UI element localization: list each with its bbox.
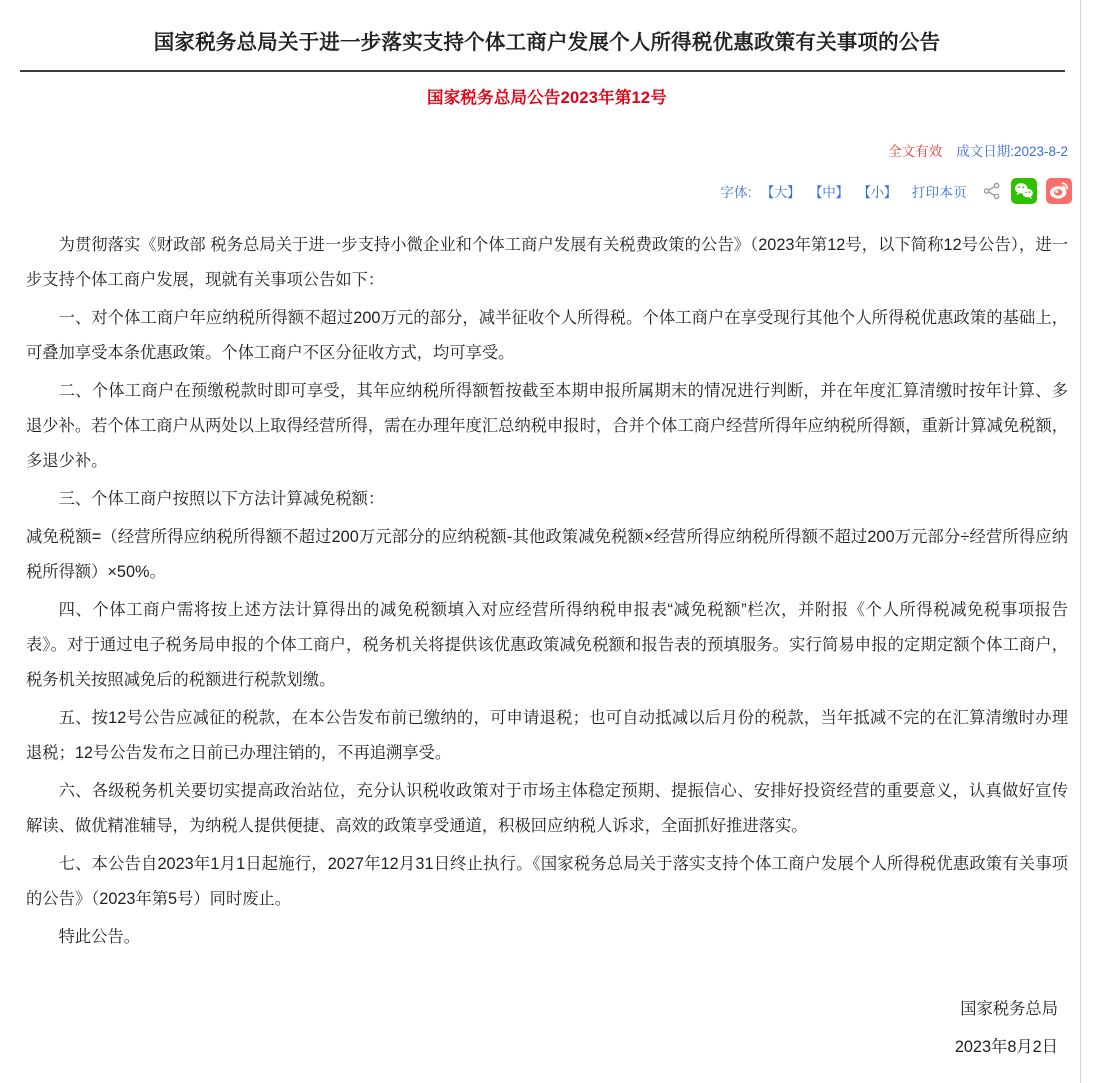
document-tools	[720, 178, 1072, 204]
body-paragraph: 五、按12号公告应减征的税款，在本公告发布前已缴纳的，可申请退税；也可自动抵减以后月份的税款，当年抵减不完的在汇算清缴时办理退税；12号公告发布之日前已办理注销的，不再追溯享受。	[26, 709, 1068, 762]
weibo-icon[interactable]	[1046, 178, 1072, 204]
document-number: 国家税务总局公告2023年第12号	[427, 89, 667, 107]
body-paragraph: 三、个体工商户按照以下方法计算减免税额：	[58, 490, 385, 508]
issue-date: 成文日期:2023-8-2	[956, 144, 1068, 159]
title-divider	[20, 70, 1065, 72]
body-paragraph: 特此公告。	[58, 928, 141, 946]
print-page-button[interactable]: 打印本页	[911, 185, 967, 200]
font-size-medium-button[interactable]: 【中】	[809, 185, 849, 200]
page-right-border	[1080, 0, 1081, 1083]
signature-block	[955, 990, 1058, 1066]
signature-issuer: 国家税务总局	[960, 1000, 1058, 1018]
body-paragraph: 一、对个体工商户年应纳税所得额不超过200万元的部分，减半征收个人所得税。个体工商户在享受现行其他个人所得税优惠政策的基础上，可叠加享受本条优惠政策。个体工商户不区分征收方式，均可享受。	[26, 309, 1069, 362]
tax-reduction-formula: 减免税额=（经营所得应纳税所得额不超过200万元部分的应纳税额-其他政策减免税额×经营所得应纳税所得额不超过200万元部分÷经营所得应纳税所得额）×50%。	[26, 528, 1068, 581]
font-size-large-button[interactable]: 【大】	[760, 185, 801, 200]
body-paragraph: 六、各级税务机关要切实提高政治站位，充分认识税收政策对于市场主体稳定预期、提振信心、安排好投资经营的重要意义，认真做好宣传解读、做优精准辅导，为纳税人提供便捷、高效的政策享受通道，积极回应纳税人诉求，全面抓好推进落实。	[26, 782, 1068, 835]
document-body	[26, 228, 1068, 958]
body-paragraph: 为贯彻落实《财政部 税务总局关于进一步支持小微企业和个体工商户发展有关税费政策的公告》（2023年第12号，以下简称12号公告），进一步支持个体工商户发展，现就有关事项公告如下：	[26, 236, 1068, 289]
signature-date: 2023年8月2日	[954, 1038, 1058, 1056]
body-paragraph: 七、本公告自2023年1月1日起施行，2027年12月31日终止执行。《国家税务总局关于落实支持个体工商户发展个人所得税优惠政策有关事项的公告》（2023年第5号）同时废止。	[26, 855, 1068, 908]
share-icon[interactable]	[982, 181, 1002, 201]
document-meta	[888, 140, 1068, 160]
status-badge: 全文有效	[888, 144, 943, 159]
page-title: 国家税务总局关于进一步落实支持个体工商户发展个人所得税优惠政策有关事项的公告	[153, 31, 941, 54]
body-paragraph: 四、个体工商户需将按上述方法计算得出的减免税额填入对应经营所得纳税申报表“减免税额”栏次，并附报《个人所得税减免税事项报告表》。对于通过电子税务局申报的个体工商户，税务机关将提供该优惠政策减免税额和报告表的预填服务。实行简易申报的定期定额个体工商户，税务机关按照减免后的税额进行税款划缴。	[26, 601, 1068, 689]
font-size-label: 字体:	[720, 185, 752, 200]
wechat-icon[interactable]	[1011, 178, 1037, 204]
font-size-small-button[interactable]: 【小】	[857, 185, 897, 200]
body-paragraph: 二、个体工商户在预缴税款时即可享受，其年应纳税所得额暂按截至本期申报所属期末的情况进行判断，并在年度汇算清缴时按年计算、多退少补。若个体工商户从两处以上取得经营所得，需在办理年度汇总纳税申报时，合并个体工商户经营所得年应纳税所得额，重新计算减免税额，多退少补。	[26, 382, 1069, 470]
